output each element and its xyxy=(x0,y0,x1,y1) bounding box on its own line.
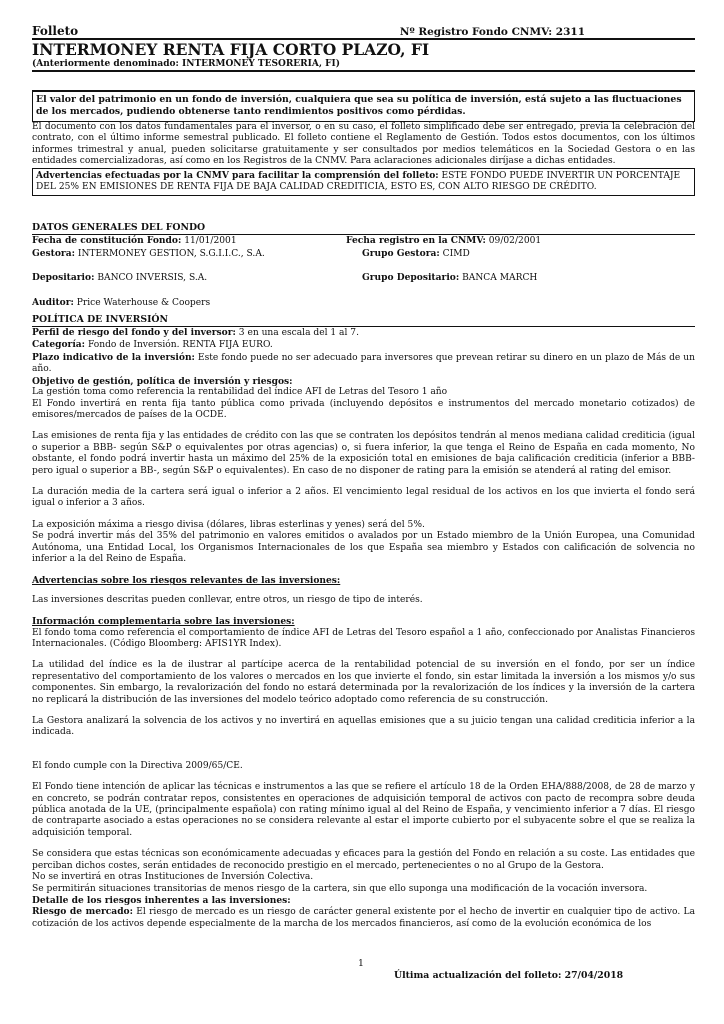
policy-p6: Se podrá invertir más del 35% del patrimonio en valores emitidos o avalados por un Estado miembro de la Unión Europea, una Comunidad Autónoma, una Entidad Local, los Organismos Internacionales de los que España sea miembro y Estados con calificación de solvencia no inferior a la del Reino de España. xyxy=(32,531,695,564)
grupo-gestora-label: Grupo Gestora: xyxy=(362,247,440,259)
cnmv-warnings-label: Advertencias efectuadas por la CNMV para facilitar la comprensión del folleto: xyxy=(36,169,439,181)
title-rule xyxy=(32,70,695,72)
risk-profile-label: Perfil de riesgo del fondo y del inversor: xyxy=(32,327,236,339)
auditor-row xyxy=(32,297,695,309)
market-risk xyxy=(32,906,695,930)
market-risk-text: El riesgo de mercado es un riesgo de carácter general existente por el hecho de invertir en cualquier tipo de activo. La cotización de los activos depende especialmente de la marcha de los mercados financieros, así como de la evolución económica de los xyxy=(32,907,695,929)
registration-value: 09/02/2001 xyxy=(485,236,542,247)
complementary-p8: Se permitirán situaciones transitorias de menos riesgo de la cartera, sin que ello suponga una modificación de la vocación inversora. xyxy=(32,883,648,894)
depositario-value: BANCO INVERSIS, S.A. xyxy=(94,273,208,284)
market-risk-label: Riesgo de mercado: xyxy=(32,906,133,918)
investment-policy-title: POLÍTICA DE INVERSIÓN xyxy=(32,314,695,327)
complementary-title: Información complementaria sobre las inversiones: xyxy=(32,616,295,628)
constitution-value: 11/01/2001 xyxy=(181,236,237,247)
intro-paragraph: El documento con los datos fundamentales para el inversor, o en su caso, el folleto simplificado debe ser entregado, previa la celebración del contrato, con el último informe semestral publicado. El folleto contiene el Reglamento de Gestión. Todos estos documentos, con los últimos informes trimestral y anual, pueden solicitarse gratuitamente y ser consultados por medios telemáticos en la Sociedad Gestora o en las entidades comercializadoras, así como en los Registros de la CNMV. Para aclaraciones adicionales diríjase a dichas entidades. xyxy=(32,122,695,167)
risk-warnings-title: Advertencias sobre los riesgos relevantes de las inversiones: xyxy=(32,575,341,587)
complementary-p3: La Gestora analizará la solvencia de los activos y no invertirá en aquellas emisiones que a su juicio tengan una calidad crediticia inferior a la indicada. xyxy=(32,716,695,738)
doc-type: Folleto xyxy=(32,24,79,38)
risk-profile-value: 3 en una escala del 1 al 7. xyxy=(235,328,359,339)
policy-p3: Las emisiones de renta fija y las entidades de crédito con las que se contraten los depósitos tendrán al menos mediana calidad crediticia (igual o superior a BBB- según S&P o equivalentes por otras agencias) o, si fuera inferior, la que tenga el Reino de España en cada momento, No obstante, el fondo podrá invertir hasta un máximo del 25% de la exposición total en emisiones de baja calificación crediticia (inferior a BBB- pero igual o superior a BB-, según S&P o equivalentes). En caso de no disponer de rating para la emisión se atenderá al rating del emisor. xyxy=(32,431,695,476)
cnmv-warnings xyxy=(32,168,695,197)
auditor-label: Auditor: xyxy=(32,296,74,308)
last-updated: Última actualización del folleto: 27/04/2018 xyxy=(394,970,624,981)
depositario-label: Depositario: xyxy=(32,272,95,284)
dates-row xyxy=(32,235,695,247)
investment-term xyxy=(32,352,695,376)
complementary-p5: El Fondo tiene intención de aplicar las técnicas e instrumentos a las que se refiere el artículo 18 de la Orden EHA/888/2008, de 28 de marzo y en concreto, se podrán contratar repos, consistentes en operaciones de adquisición temporal de activos con pacto de recompra sobre deuda pública anotada de la UE, (principalmente española) con rating mínimo igual al del Reino de España, y vencimiento inferior a 7 días. El riesgo de contraparte asociado a estas operaciones no se considera relevante al estar el importe cubierto por el subyacente sobre el que se realiza la adquisición temporal. xyxy=(32,782,695,838)
depositario-row xyxy=(32,272,695,284)
risk-warnings-text: Las inversiones descritas pueden conllevar, entre otros, un riesgo de tipo de interés. xyxy=(32,594,423,605)
page-number: 1 xyxy=(358,958,364,969)
category-value: Fondo de Inversión. RENTA FIJA EURO. xyxy=(85,340,273,351)
risk-detail-title: Detalle de los riesgos inherentes a las inversiones: xyxy=(32,894,291,906)
risk-profile xyxy=(32,327,695,339)
auditor-value: Price Waterhouse & Coopers xyxy=(73,297,211,308)
gestora-label: Gestora: xyxy=(32,247,75,259)
registry-number: Nº Registro Fondo CNMV: 2311 xyxy=(399,26,585,38)
value-warning: El valor del patrimonio en un fondo de inversión, cualquiera que sea su política de inversión, está sujeto a las fluctuaciones de los mercados, pudiendo obtenerse tanto rendimientos positivos como pérdidas. xyxy=(32,90,695,122)
complementary-p1: El fondo toma como referencia el comportamiento de índice AFI de Letras del Tesoro español a 1 año, confeccionado por Analistas Financieros Internacionales. (Código Bloomberg: AFIS1YR Index). xyxy=(32,627,695,649)
grupo-gestora-value: CIMD xyxy=(439,248,470,259)
policy-p2: El Fondo invertirá en renta fija tanto pública como privada (incluyendo depósitos e instrumentos del mercado monetario cotizados) de emisores/mercados de países de la OCDE. xyxy=(32,398,695,420)
investment-term-label: Plazo indicativo de la inversión: xyxy=(32,351,195,363)
category xyxy=(32,339,695,351)
gestora-row xyxy=(32,248,695,260)
complementary-p6: Se considera que estas técnicas son económicamente adecuadas y eficaces para la gestión del Fondo en relación a su coste. Las entidades que perciban dichos costes, serán entidades de reconocido prestigio en el mercado, pertenecientes o no al Grupo de la Gestora. xyxy=(32,849,695,871)
category-label: Categoría: xyxy=(32,339,86,351)
general-data-title: DATOS GENERALES DEL FONDO xyxy=(32,222,695,235)
policy-p4: La duración media de la cartera será igual o inferior a 2 años. El vencimiento legal residual de los activos en los que invierta el fondo será igual o inferior a 3 años. xyxy=(32,486,695,509)
fund-previous-name: (Anteriormente denominado: INTERMONEY TESORERIA, FI) xyxy=(32,59,340,69)
policy-p1: La gestión toma como referencia la rentabilidad del índice AFI de Letras del Tesoro 1 año xyxy=(32,387,448,398)
header-top xyxy=(32,24,695,38)
document-page xyxy=(32,24,695,930)
investment-term-value: Este fondo puede no ser adecuado para inversores que prevean retirar su dinero en un plazo de Más de un año. xyxy=(32,352,695,375)
gestora-value: INTERMONEY GESTION, S.G.I.I.C., S.A. xyxy=(74,248,265,259)
constitution-label: Fecha de constitución Fondo: xyxy=(32,235,182,247)
complementary-p2: La utilidad del índice es la de ilustrar al partícipe acerca de la rentabilidad potencial de su inversión en el fondo, por ser un índice representativo del comportamiento de los valores o mercados en los que invierte el fondo, sin estar limitada la inversión a los mismos y/o sus componentes. Sin embargo, la revalorización del fondo no estará determinada por la revalorización de los índices y la inversión de la cartera no replicará la distribución de las inversiones del modelo teórico adoptado como referencia de su construcción. xyxy=(32,660,695,705)
grupo-depositario-label: Grupo Depositario: xyxy=(362,272,460,284)
cnmv-warnings-text: ESTE FONDO PUEDE INVERTIR UN PORCENTAJE DEL 25% EN EMISIONES DE RENTA FIJA DE BAJA CALIDAD CREDITICIA, ESTO ES, CON ALTO RIESGO DE CRÉDITO. xyxy=(36,170,681,193)
complementary-p4: El fondo cumple con la Directiva 2009/65/CE. xyxy=(32,760,243,771)
complementary-p7: No se invertirá en otras Instituciones de Inversión Colectiva. xyxy=(32,872,314,883)
fund-name: INTERMONEY RENTA FIJA CORTO PLAZO, FI xyxy=(32,40,430,59)
policy-p5: La exposición máxima a riesgo divisa (dólares, libras esterlinas y yenes) será del 5%. xyxy=(32,519,425,530)
grupo-depositario-value: BANCA MARCH xyxy=(459,273,538,284)
registration-label: Fecha registro en la CNMV: xyxy=(346,235,486,247)
objective-title: Objetivo de gestión, política de inversión y riesgos: xyxy=(32,375,293,387)
